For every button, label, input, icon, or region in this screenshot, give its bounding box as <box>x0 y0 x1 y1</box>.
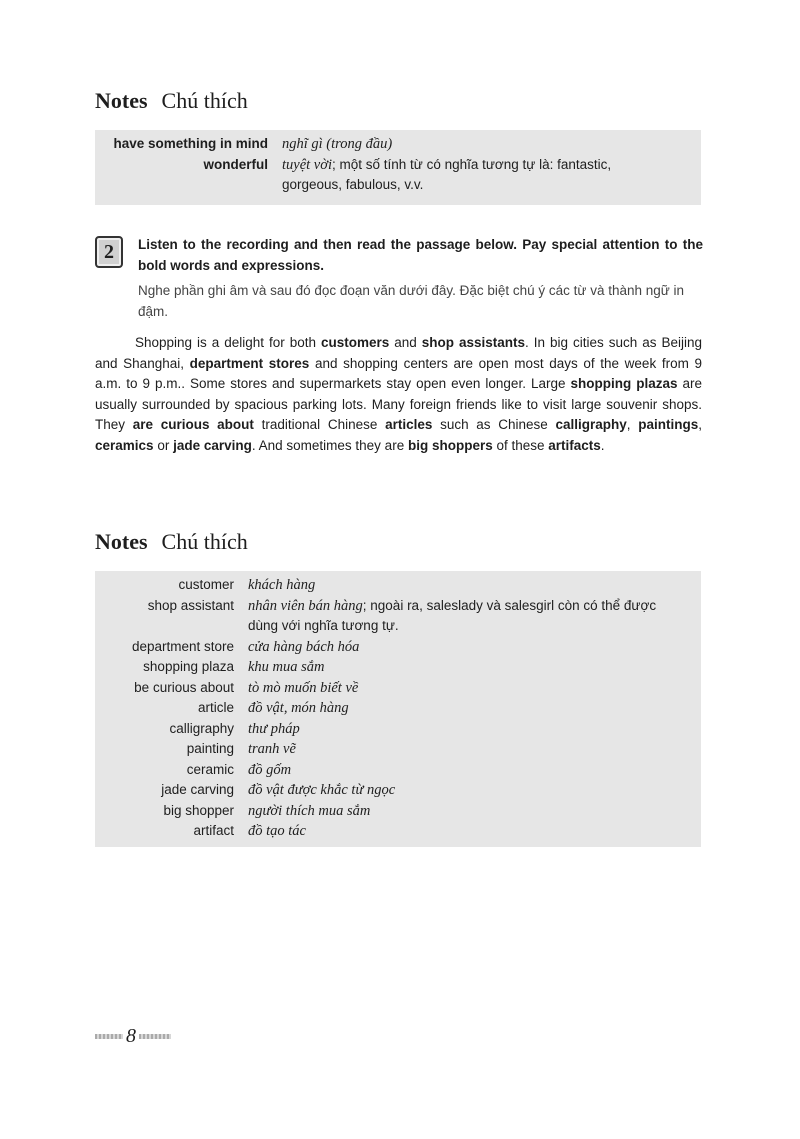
glossary-definition-main: tò mò muốn biết về <box>248 679 359 696</box>
passage-text: are usually surrounded by spacious parking lots. Many foreign friends like to visit large souvenir shops. They <box>95 376 702 432</box>
glossary-row <box>95 678 701 699</box>
passage-text: . In big cities such as Beijing and Shanghai, <box>95 335 702 371</box>
passage-text: of these <box>492 437 549 453</box>
glossary-term: big shopper <box>163 802 234 818</box>
exercise-instruction-vi: Nghe phần ghi âm và sau đó đọc đoạn văn dưới đây. Đặc biệt chú ý các từ và thành ngữ in đậm. <box>138 283 685 319</box>
glossary-definition-main: người thích mua sắm <box>248 802 371 819</box>
passage-key-term: paintings <box>638 417 699 432</box>
glossary-row <box>95 760 701 781</box>
passage-key-term: calligraphy <box>555 417 627 432</box>
notes-glossary-box <box>95 571 701 847</box>
exercise-instruction-en: Listen to the recording and then read the passage below. Pay special attention to the bold words and expressions. <box>138 237 703 273</box>
glossary-row <box>95 575 701 596</box>
glossary-term: jade carving <box>161 782 234 797</box>
glossary-row <box>95 134 701 155</box>
notes-heading-en: Notes <box>95 529 148 554</box>
glossary-term: customer <box>178 577 234 592</box>
glossary-term: department store <box>131 638 234 654</box>
passage-key-term: ceramics <box>95 437 154 453</box>
glossary-term: painting <box>186 741 234 756</box>
passage-key-term: articles <box>385 417 433 432</box>
glossary-definition <box>248 801 701 822</box>
notes-heading-vi: Chú thích <box>161 88 248 113</box>
glossary-row <box>95 739 701 760</box>
glossary-term: calligraphy <box>169 720 234 736</box>
glossary-definition <box>248 719 701 740</box>
glossary-definition <box>248 678 701 699</box>
glossary-definition-note: ; một số tính từ có nghĩa tương tự là: fantastic, gorgeous, fabulous, v.v. <box>282 156 612 192</box>
passage-text: and shopping centers are open most days of the week from 9 a.m. to 9 p.m.. Some stores and supermarkets stay open even longer. Large <box>95 355 702 391</box>
passage-text: , <box>698 417 702 432</box>
exercise-number-badge: 2 <box>95 236 123 268</box>
glossary-definition-main: đồ tạo tác <box>248 823 306 839</box>
page-footer <box>95 1027 171 1047</box>
glossary-definition <box>248 821 701 842</box>
glossary-row <box>95 596 701 637</box>
reading-passage <box>95 333 702 456</box>
glossary-term: be curious about <box>134 679 234 695</box>
glossary-definition <box>248 637 701 658</box>
passage-text: . <box>600 437 605 453</box>
glossary-row <box>95 821 701 842</box>
glossary-definition-main: đồ vật được khắc từ ngọc <box>248 782 396 798</box>
passage-text: . And sometimes they are <box>251 437 408 453</box>
glossary-row <box>95 780 701 801</box>
passage-key-term: shop assistants <box>421 335 526 350</box>
glossary-definition-main: khách hàng <box>248 577 316 593</box>
passage-text: , <box>626 417 639 432</box>
passage-text: or <box>153 437 174 453</box>
glossary-row <box>95 801 701 822</box>
notes-heading-vi: Chú thích <box>161 529 248 554</box>
glossary-definition-main: tuyệt vời <box>282 156 333 173</box>
glossary-definition-main: đồ gốm <box>248 761 292 778</box>
glossary-term: shop assistant <box>147 597 234 613</box>
glossary-definition-main: đồ vật, món hàng <box>248 700 349 716</box>
passage-key-term: customers <box>321 335 390 350</box>
glossary-definition-main: thư pháp <box>248 720 300 737</box>
passage-key-term: department stores <box>189 355 310 371</box>
passage-text: Shopping is a delight for both <box>135 335 321 350</box>
notes-heading <box>95 528 248 556</box>
glossary-definition <box>248 739 701 760</box>
passage-key-term: big shoppers <box>407 437 493 453</box>
glossary-definition-main: cửa hàng bách hóa <box>248 638 360 655</box>
glossary-definition-main: tranh vẽ <box>248 741 296 757</box>
passage-key-term: are curious about <box>132 417 254 432</box>
glossary-row <box>95 637 701 658</box>
passage-text: and <box>389 335 422 350</box>
glossary-definition <box>248 596 701 637</box>
glossary-row <box>95 698 701 719</box>
glossary-definition <box>248 780 701 801</box>
passage-text: traditional Chinese <box>253 417 386 432</box>
glossary-definition-main: nhân viên bán hàng <box>248 597 363 614</box>
glossary-definition-main: nghĩ gì (trong đầu) <box>282 136 393 152</box>
glossary-definition <box>248 698 701 719</box>
glossary-definition <box>248 760 701 781</box>
glossary-row <box>95 657 701 678</box>
glossary-term: shopping plaza <box>143 659 234 674</box>
glossary-term: ceramic <box>186 761 234 777</box>
passage-text: such as Chinese <box>432 417 556 432</box>
glossary-term: article <box>197 700 234 715</box>
glossary-definition <box>248 657 701 678</box>
glossary-row <box>95 155 701 196</box>
passage-key-term: artifacts <box>548 437 601 453</box>
glossary-term: artifact <box>193 823 234 838</box>
page-number: 8 <box>123 1025 139 1047</box>
glossary-term: have something in mind <box>113 136 268 151</box>
passage-key-term: shopping plazas <box>570 376 678 391</box>
glossary-term: wonderful <box>203 156 268 172</box>
notes-heading-en: Notes <box>95 88 148 113</box>
glossary-definition <box>248 575 701 596</box>
glossary-definition-main: khu mua sắm <box>248 659 325 675</box>
glossary-definition <box>282 155 701 196</box>
notes-glossary-box <box>95 130 701 205</box>
notes-heading <box>95 87 248 115</box>
glossary-definition-note: ; ngoài ra, saleslady và salesgirl còn có thể được dùng với nghĩa tương tự. <box>248 597 657 633</box>
glossary-row <box>95 719 701 740</box>
passage-key-term: jade carving <box>173 437 252 453</box>
glossary-definition <box>282 134 701 155</box>
